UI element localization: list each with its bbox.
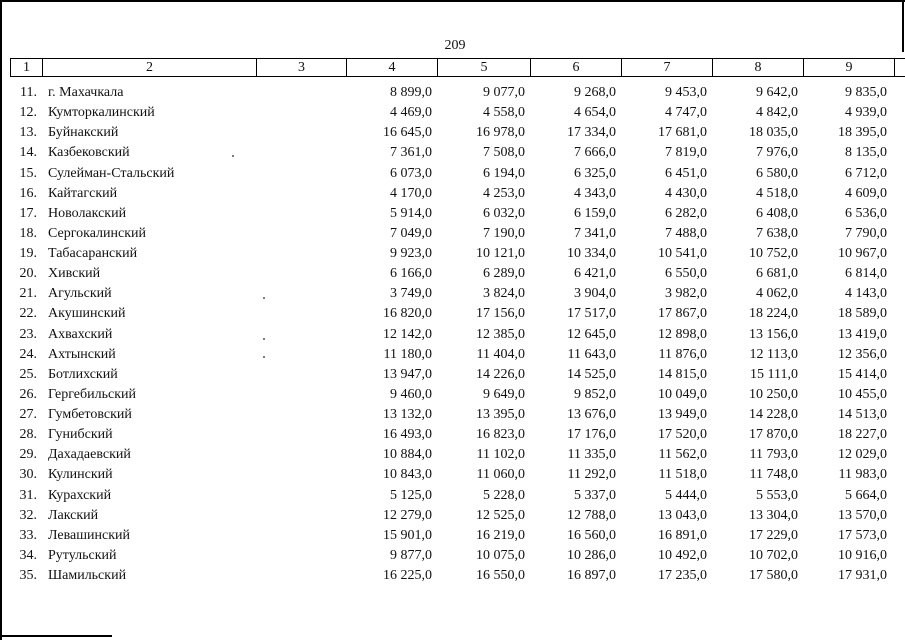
value-col-8: 17 580,0 xyxy=(749,568,798,583)
value-col-6: 16 897,0 xyxy=(567,568,616,583)
value-col-5: 12 525,0 xyxy=(476,507,525,523)
value-col-5: 16 978,0 xyxy=(476,125,525,141)
value-col-6: 6 421,0 xyxy=(574,266,616,282)
row-number: 35. xyxy=(19,568,37,583)
value-col-6: 7 666,0 xyxy=(574,145,616,161)
header-col-9: 9 xyxy=(803,59,895,76)
table-row xyxy=(10,325,895,345)
row-number: 18. xyxy=(19,225,37,241)
table-row xyxy=(10,123,895,143)
empty-cell xyxy=(256,284,346,304)
table-row xyxy=(10,83,895,103)
value-col-6: 6 159,0 xyxy=(574,205,616,221)
value-col-5: 11 060,0 xyxy=(476,467,525,483)
value-col-6: 9 268,0 xyxy=(574,85,616,100)
scan-edge-top xyxy=(0,0,905,2)
row-number: 13. xyxy=(19,125,37,141)
empty-cell xyxy=(256,143,346,163)
value-col-9: 4 609,0 xyxy=(845,185,887,201)
value-col-6: 10 334,0 xyxy=(567,246,616,261)
value-col-8: 7 976,0 xyxy=(756,145,798,161)
value-col-4: 11 180,0 xyxy=(383,346,432,362)
table-row xyxy=(10,445,895,465)
value-col-5: 6 032,0 xyxy=(483,205,525,221)
district-name: Ахтынский xyxy=(48,346,116,362)
table-row xyxy=(10,566,895,586)
value-col-6: 6 325,0 xyxy=(574,165,616,181)
district-name: Курахский xyxy=(48,487,112,503)
row-number: 21. xyxy=(19,286,37,302)
value-col-9: 12 029,0 xyxy=(838,447,887,463)
value-col-4: 9 877,0 xyxy=(390,547,432,563)
district-name: Новолакский xyxy=(48,205,127,221)
empty-cell xyxy=(256,546,346,566)
empty-cell xyxy=(256,264,346,284)
value-col-8: 12 113,0 xyxy=(749,346,798,362)
district-name: Табасаранский xyxy=(48,246,138,261)
value-col-5: 3 824,0 xyxy=(483,286,525,302)
value-col-5: 6 289,0 xyxy=(483,266,525,282)
empty-cell xyxy=(256,506,346,526)
district-name: Левашинский xyxy=(48,527,131,543)
value-col-4: 9 460,0 xyxy=(390,386,432,402)
empty-cell xyxy=(256,465,346,485)
value-col-6: 13 676,0 xyxy=(567,407,616,422)
header-col-4: 4 xyxy=(346,59,437,76)
district-name: Агульский xyxy=(48,286,112,302)
empty-cell xyxy=(256,325,346,345)
row-number: 11. xyxy=(20,85,37,100)
table-row xyxy=(10,486,895,506)
value-col-8: 13 156,0 xyxy=(749,326,798,342)
value-col-7: 7 819,0 xyxy=(665,145,707,161)
empty-cell xyxy=(256,244,346,264)
row-number: 32. xyxy=(19,507,37,523)
table-row xyxy=(10,284,895,304)
row-number: 34. xyxy=(19,547,37,563)
value-col-9: 18 227,0 xyxy=(838,427,887,443)
table-row xyxy=(10,184,895,204)
value-col-8: 17 229,0 xyxy=(749,527,798,543)
value-col-8: 5 553,0 xyxy=(756,487,798,503)
value-col-8: 15 111,0 xyxy=(750,366,798,382)
district-name: Лакский xyxy=(48,507,99,523)
header-col-8: 8 xyxy=(712,59,803,76)
value-col-7: 17 867,0 xyxy=(658,306,707,322)
row-number: 27. xyxy=(19,407,37,422)
empty-cell xyxy=(256,224,346,244)
value-col-8: 6 681,0 xyxy=(756,266,798,282)
district-name: Ботлихский xyxy=(48,366,118,382)
value-col-6: 5 337,0 xyxy=(574,487,616,503)
value-col-6: 4 343,0 xyxy=(574,185,616,201)
empty-cell xyxy=(256,123,346,143)
value-col-6: 9 852,0 xyxy=(574,386,616,402)
value-col-4: 8 899,0 xyxy=(390,85,432,100)
table-row xyxy=(10,425,895,445)
district-name: Сергокалинский xyxy=(48,225,147,241)
district-name: Кулинский xyxy=(48,467,113,483)
value-col-9: 12 356,0 xyxy=(838,346,887,362)
row-number: 33. xyxy=(19,527,37,543)
value-col-5: 9 077,0 xyxy=(483,85,525,100)
table-row xyxy=(10,506,895,526)
district-name: Акушинский xyxy=(48,306,126,322)
district-name: г. Махачкала xyxy=(48,85,124,100)
header-col-2: 2 xyxy=(42,59,256,76)
district-name: Кайтагский xyxy=(48,185,118,201)
value-col-4: 7 361,0 xyxy=(390,145,432,161)
empty-cell xyxy=(256,304,346,324)
table-row xyxy=(10,244,895,264)
value-col-4: 5 125,0 xyxy=(390,487,432,503)
value-col-7: 11 518,0 xyxy=(658,467,707,483)
table-row xyxy=(10,103,895,123)
district-name: Дахадаевский xyxy=(48,447,131,463)
district-name: Гергебильский xyxy=(48,386,136,402)
value-col-9: 10 967,0 xyxy=(838,246,887,261)
table-row xyxy=(10,385,895,405)
value-col-4: 9 923,0 xyxy=(390,246,432,261)
value-col-6: 3 904,0 xyxy=(574,286,616,302)
value-col-8: 4 842,0 xyxy=(756,105,798,121)
district-name: Шамильский xyxy=(48,568,127,583)
value-col-6: 12 788,0 xyxy=(567,507,616,523)
value-col-7: 6 282,0 xyxy=(665,205,707,221)
value-col-8: 9 642,0 xyxy=(756,85,798,100)
value-col-4: 12 142,0 xyxy=(383,326,432,342)
row-number: 25. xyxy=(19,366,37,382)
value-col-8: 18 224,0 xyxy=(749,306,798,322)
header-col-3: 3 xyxy=(256,59,346,76)
value-col-6: 17 517,0 xyxy=(567,306,616,322)
row-number: 14. xyxy=(19,145,37,161)
page-number: 209 xyxy=(444,38,466,53)
value-col-9: 10 455,0 xyxy=(838,386,887,402)
value-col-7: 12 898,0 xyxy=(658,326,707,342)
table-row xyxy=(10,405,895,425)
value-col-5: 4 558,0 xyxy=(483,105,525,121)
value-col-7: 9 453,0 xyxy=(665,85,707,100)
value-col-9: 6 712,0 xyxy=(845,165,887,181)
empty-cell xyxy=(256,405,346,425)
district-name: Сулейман-Стальский xyxy=(48,165,175,181)
row-number: 30. xyxy=(19,467,37,483)
value-col-7: 13 043,0 xyxy=(658,507,707,523)
value-col-6: 7 341,0 xyxy=(574,225,616,241)
row-number: 22. xyxy=(19,306,37,322)
value-col-9: 6 536,0 xyxy=(845,205,887,221)
district-name: Гумбетовский xyxy=(48,407,132,422)
table-row xyxy=(10,365,895,385)
value-col-5: 10 075,0 xyxy=(476,547,525,563)
value-col-9: 17 573,0 xyxy=(838,527,887,543)
value-col-5: 14 226,0 xyxy=(476,366,525,382)
value-col-4: 10 843,0 xyxy=(383,467,432,483)
value-col-8: 14 228,0 xyxy=(749,407,798,422)
value-col-9: 14 513,0 xyxy=(838,407,887,422)
value-col-7: 14 815,0 xyxy=(658,366,707,382)
header-col-6: 6 xyxy=(530,59,621,76)
value-col-9: 7 790,0 xyxy=(845,225,887,241)
empty-cell xyxy=(256,184,346,204)
value-col-9: 10 916,0 xyxy=(838,547,887,563)
value-col-7: 7 488,0 xyxy=(665,225,707,241)
row-number: 23. xyxy=(19,326,37,342)
value-col-7: 4 747,0 xyxy=(665,105,707,121)
value-col-8: 4 518,0 xyxy=(756,185,798,201)
value-col-4: 13 947,0 xyxy=(383,366,432,382)
table-row xyxy=(10,204,895,224)
district-name: Ахвахский xyxy=(48,326,113,342)
row-number: 28. xyxy=(19,427,37,443)
value-col-7: 6 550,0 xyxy=(665,266,707,282)
value-col-9: 15 414,0 xyxy=(838,366,887,382)
value-col-8: 13 304,0 xyxy=(749,507,798,523)
value-col-5: 11 404,0 xyxy=(476,346,525,362)
value-col-4: 4 469,0 xyxy=(390,105,432,121)
value-col-6: 4 654,0 xyxy=(574,105,616,121)
value-col-8: 11 748,0 xyxy=(749,467,798,483)
row-number: 20. xyxy=(19,266,37,282)
empty-cell xyxy=(256,445,346,465)
value-col-7: 11 876,0 xyxy=(658,346,707,362)
value-col-4: 16 645,0 xyxy=(383,125,432,141)
value-col-7: 10 541,0 xyxy=(658,246,707,261)
scan-edge-left xyxy=(0,0,2,640)
value-col-7: 17 520,0 xyxy=(658,427,707,443)
value-col-6: 10 286,0 xyxy=(567,547,616,563)
value-col-5: 9 649,0 xyxy=(483,386,525,402)
district-name: Казбековский xyxy=(48,145,130,161)
value-col-7: 17 235,0 xyxy=(658,568,707,583)
value-col-9: 4 939,0 xyxy=(845,105,887,121)
value-col-7: 3 982,0 xyxy=(665,286,707,302)
value-col-7: 5 444,0 xyxy=(665,487,707,503)
table-row xyxy=(10,224,895,244)
row-number: 15. xyxy=(19,165,37,181)
value-col-6: 11 335,0 xyxy=(567,447,616,463)
value-col-4: 12 279,0 xyxy=(383,507,432,523)
value-col-9: 17 931,0 xyxy=(838,568,887,583)
district-name: Гунибский xyxy=(48,427,113,443)
district-name: Кумторкалинский xyxy=(48,105,155,121)
value-col-8: 11 793,0 xyxy=(749,447,798,463)
value-col-5: 5 228,0 xyxy=(483,487,525,503)
value-col-4: 3 749,0 xyxy=(390,286,432,302)
value-col-9: 18 589,0 xyxy=(838,306,887,322)
value-col-4: 16 493,0 xyxy=(383,427,432,443)
value-col-9: 13 570,0 xyxy=(838,507,887,523)
value-col-4: 13 132,0 xyxy=(383,407,432,422)
row-number: 12. xyxy=(19,105,37,121)
district-name: Хивский xyxy=(48,266,101,282)
row-number: 17. xyxy=(19,205,37,221)
scan-edge-bottom xyxy=(0,635,112,637)
empty-cell xyxy=(256,345,346,365)
empty-cell xyxy=(256,365,346,385)
table-body xyxy=(10,83,895,586)
table-row xyxy=(10,526,895,546)
value-col-7: 16 891,0 xyxy=(658,527,707,543)
empty-cell xyxy=(256,526,346,546)
value-col-8: 7 638,0 xyxy=(756,225,798,241)
value-col-5: 7 190,0 xyxy=(483,225,525,241)
empty-cell xyxy=(256,566,346,586)
value-col-5: 16 550,0 xyxy=(476,568,525,583)
empty-cell xyxy=(256,425,346,445)
value-col-4: 5 914,0 xyxy=(390,205,432,221)
value-col-8: 17 870,0 xyxy=(749,427,798,443)
scan-edge-right xyxy=(902,0,904,52)
value-col-5: 12 385,0 xyxy=(476,326,525,342)
value-col-9: 8 135,0 xyxy=(845,145,887,161)
empty-cell xyxy=(256,164,346,184)
row-number: 24. xyxy=(19,346,37,362)
value-col-7: 10 049,0 xyxy=(658,386,707,402)
value-col-5: 4 253,0 xyxy=(483,185,525,201)
value-col-5: 17 156,0 xyxy=(476,306,525,322)
row-number: 16. xyxy=(19,185,37,201)
value-col-5: 10 121,0 xyxy=(476,246,525,261)
value-col-8: 10 702,0 xyxy=(749,547,798,563)
value-col-6: 11 292,0 xyxy=(567,467,616,483)
value-col-6: 17 176,0 xyxy=(567,427,616,443)
value-col-4: 15 901,0 xyxy=(383,527,432,543)
value-col-7: 11 562,0 xyxy=(658,447,707,463)
row-number: 29. xyxy=(19,447,37,463)
value-col-7: 4 430,0 xyxy=(665,185,707,201)
value-col-8: 10 250,0 xyxy=(749,386,798,402)
header-col-7: 7 xyxy=(621,59,712,76)
value-col-7: 17 681,0 xyxy=(658,125,707,141)
table-row xyxy=(10,264,895,284)
value-col-6: 16 560,0 xyxy=(567,527,616,543)
value-col-6: 11 643,0 xyxy=(567,346,616,362)
table-header xyxy=(10,58,905,77)
value-col-4: 10 884,0 xyxy=(383,447,432,463)
empty-cell xyxy=(256,204,346,224)
value-col-9: 6 814,0 xyxy=(845,266,887,282)
value-col-8: 4 062,0 xyxy=(756,286,798,302)
table-row xyxy=(10,164,895,184)
empty-cell xyxy=(256,486,346,506)
value-col-4: 6 073,0 xyxy=(390,165,432,181)
empty-cell xyxy=(256,83,346,103)
value-col-9: 4 143,0 xyxy=(845,286,887,302)
value-col-6: 17 334,0 xyxy=(567,125,616,141)
value-col-8: 10 752,0 xyxy=(749,246,798,261)
header-col-5: 5 xyxy=(437,59,530,76)
value-col-7: 13 949,0 xyxy=(658,407,707,422)
value-col-9: 13 419,0 xyxy=(838,326,887,342)
row-number: 31. xyxy=(19,487,37,503)
value-col-5: 16 823,0 xyxy=(476,427,525,443)
value-col-5: 6 194,0 xyxy=(483,165,525,181)
value-col-7: 10 492,0 xyxy=(658,547,707,563)
value-col-6: 12 645,0 xyxy=(567,326,616,342)
table-row xyxy=(10,143,895,163)
value-col-9: 11 983,0 xyxy=(838,467,887,483)
value-col-4: 6 166,0 xyxy=(390,266,432,282)
row-number: 19. xyxy=(19,246,37,261)
value-col-4: 16 820,0 xyxy=(383,306,432,322)
empty-cell xyxy=(256,385,346,405)
district-name: Буйнакский xyxy=(48,125,119,141)
empty-cell xyxy=(256,103,346,123)
table-row xyxy=(10,304,895,324)
value-col-6: 14 525,0 xyxy=(567,366,616,382)
value-col-5: 16 219,0 xyxy=(476,527,525,543)
value-col-5: 11 102,0 xyxy=(476,447,525,463)
value-col-4: 4 170,0 xyxy=(390,185,432,201)
value-col-8: 6 580,0 xyxy=(756,165,798,181)
value-col-8: 18 035,0 xyxy=(749,125,798,141)
table-row xyxy=(10,546,895,566)
value-col-7: 6 451,0 xyxy=(665,165,707,181)
value-col-9: 9 835,0 xyxy=(845,85,887,100)
value-col-4: 7 049,0 xyxy=(390,225,432,241)
value-col-5: 7 508,0 xyxy=(483,145,525,161)
district-name: Рутульский xyxy=(48,547,117,563)
header-col-1: 1 xyxy=(10,59,42,76)
value-col-9: 18 395,0 xyxy=(838,125,887,141)
value-col-4: 16 225,0 xyxy=(383,568,432,583)
value-col-8: 6 408,0 xyxy=(756,205,798,221)
table-row xyxy=(10,345,895,365)
row-number: 26. xyxy=(19,386,37,402)
value-col-5: 13 395,0 xyxy=(476,407,525,422)
value-col-9: 5 664,0 xyxy=(845,487,887,503)
table-row xyxy=(10,465,895,485)
